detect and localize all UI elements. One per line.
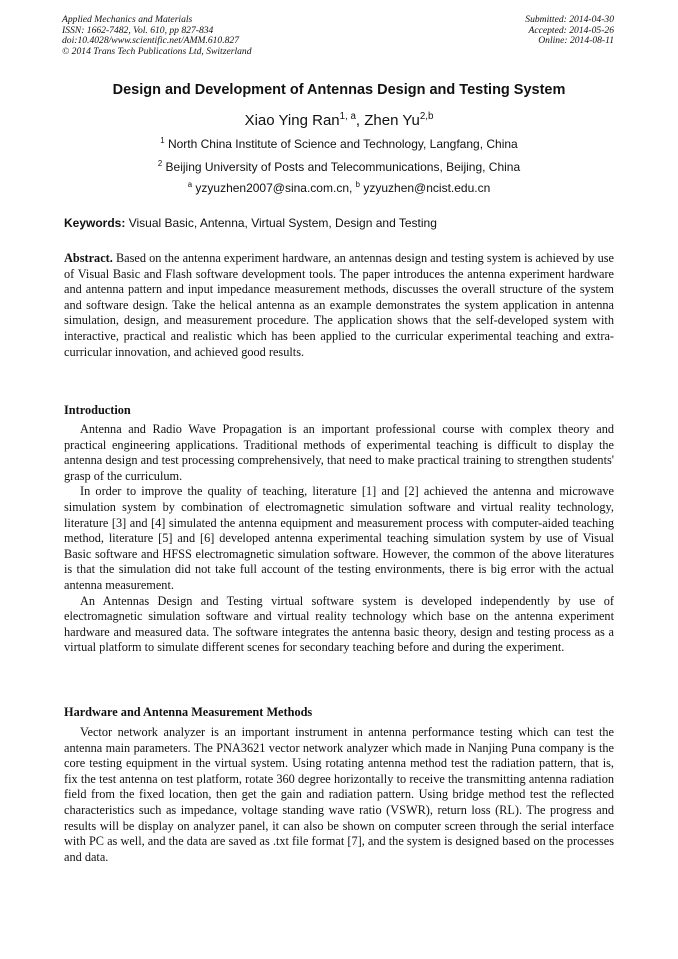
- copyright-line: © 2014 Trans Tech Publications Ltd, Switzerland: [62, 45, 252, 57]
- introduction-paragraph-2: In order to improve the quality of teaching, literature [1] and [2] achieved the antenna and microwave simulation system by combination of electromagnetic simulation software and virtual reality technology, literature [3] and [4] simulated the antenna equipment and measurement process with computer-aided teaching method, literature [5] and [6] developed antenna experimental teaching simulation system by use of Visual Basic software and HFSS electromagnetic simulation software. However, the common of the above literatures is that the simulation did not take full account of the testing environments, there is big error with the actual antenna measurement.: [64, 484, 614, 592]
- email-line: [0, 181, 678, 195]
- affiliation-2: [0, 160, 678, 174]
- affiliation-2-marker: 2: [157, 159, 163, 168]
- introduction-body: [64, 422, 614, 656]
- paper-title: Design and Development of Antennas Design and Testing System: [112, 82, 566, 98]
- hardware-body: [64, 725, 614, 865]
- hardware-paragraph-1: Vector network analyzer is an important instrument in antenna performance testing which can test the antenna main parameters. The PNA3621 vector network analyzer which made in Nanjing Puna company is the core testing equipment in the virtual system. Using rotating antenna method test the radiation pattern, that is, fix the test antenna on test platform, rotate 360 degree horizontally to receive the transmitting antenna radiation field from the fixed location, then get the gain and radiation pattern. Using bridge method test the reflected characteristics such as impedance, voltage standing wave ratio (VSWR), return loss (RL). The progress and results will be display on analyzer panel, it can also be shown on computer screen through the serial interface with PC as well, and the data are saved as .txt file format [7], and the system is designed based on the processes and data.: [64, 725, 614, 864]
- author-separator: ,: [355, 112, 365, 129]
- introduction-paragraph-1: Antenna and Radio Wave Propagation is an important professional course with complex theory and practical engineering applications. Traditional methods of experimental teaching is difficult to display the antenna design and test processing comprehensively, that need to make practical training to strengthen students' grasp of the curriculum.: [64, 422, 614, 483]
- abstract: [64, 251, 614, 360]
- keywords-text: Visual Basic, Antenna, Virtual System, Design and Testing: [128, 216, 437, 230]
- email-b[interactable]: yzyuzhen@ncist.edu.cn: [363, 181, 491, 195]
- accepted-date: Accepted: 2014-05-26: [528, 24, 614, 36]
- introduction-paragraph-3: An Antennas Design and Testing virtual software system is developed independently by use of electromagnetic simulation software and virtual reality technology which base on the antenna experiment hardware and measured data. The software integrates the antenna basic theory, design and testing process as a virtual platform to simulate different scenes for secondary teaching before and during the experiment.: [64, 593, 614, 655]
- submitted-date: Submitted: 2014-04-30: [525, 14, 614, 25]
- affiliation-1-text: North China Institute of Science and Technology, Langfang, China: [167, 137, 518, 151]
- author-line: [0, 112, 678, 129]
- abstract-text: Based on the antenna experiment hardware, an antennas design and testing system is achieved by use of Visual Basic and Flash software development tools. The paper introduces the antenna experiment hardware and antenna pattern and input impedance measurement methods, discusses the overall structure of the system and software design. Take the helical antenna as an example demonstrates the system application in antenna simulation, design, and measurement procedure. The application shows that the self-developed system with interactive, practical and realistic which has been applied to the curricular experimental teaching and extra-curricular innovation, and achieved good results.: [64, 251, 614, 359]
- email-a[interactable]: yzyuzhen2007@sina.com.cn,: [195, 181, 353, 195]
- abstract-label: Abstract.: [64, 251, 113, 265]
- affiliation-2-text: Beijing University of Posts and Telecommunications, Beijing, China: [165, 160, 521, 174]
- author-1: Xiao Ying Ran: [244, 112, 340, 129]
- keywords-label: Keywords:: [64, 216, 126, 230]
- author-2: Zhen Yu: [364, 112, 420, 129]
- email-b-marker: b: [355, 180, 361, 189]
- journal-name: Applied Mechanics and Materials: [62, 14, 193, 25]
- journal-info: [62, 15, 252, 57]
- author-1-affil: 1, a: [339, 111, 356, 122]
- issn-line: ISSN: 1662-7482, Vol. 610, pp 827-834: [62, 24, 214, 36]
- affiliation-1: [0, 137, 678, 151]
- author-2-affil: 2,b: [419, 111, 434, 122]
- doi-line: doi:10.4028/www.scientific.net/AMM.610.827: [62, 35, 240, 47]
- online-date: Online: 2014-08-11: [538, 35, 614, 47]
- email-a-marker: a: [187, 180, 193, 189]
- affiliation-1-marker: 1: [160, 136, 165, 145]
- publication-dates: [525, 15, 614, 47]
- introduction-heading: Introduction: [64, 403, 131, 417]
- hardware-heading: Hardware and Antenna Measurement Methods: [64, 705, 313, 719]
- keywords: [64, 216, 437, 230]
